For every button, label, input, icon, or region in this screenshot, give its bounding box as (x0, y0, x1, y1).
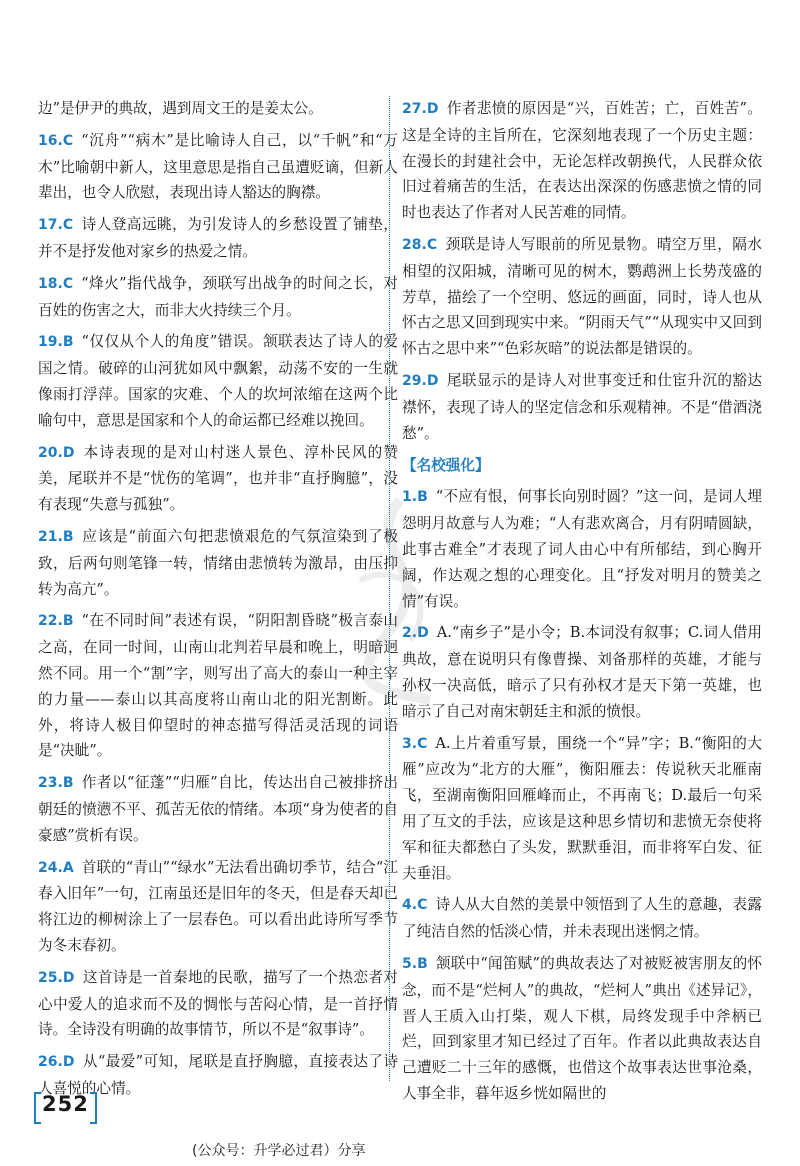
question-number: 4. (402, 897, 418, 914)
question-number: 5. (402, 955, 418, 972)
question-number: 1. (402, 489, 418, 506)
question-number: 27. (402, 101, 427, 117)
explanation-text: 边”是伊尹的典故，遇到周文王的是姜太公。 (38, 100, 323, 117)
answer-letter: B (62, 775, 74, 792)
explanation-text: 颈联是诗人写眼前的所见景物。晴空万里，隔水相望的汉阳城，清晰可见的树木，鹦鹉洲上长势茂盛的芳草，描绘了一个空明、悠远的画面，同时，诗人也从怀古之思又回到现实中来。“阴雨天气”“从现实中又回到怀古之思中来”“色彩灰暗”的说法都是错误的。 (402, 235, 762, 358)
answer-letter: B (62, 528, 74, 545)
explanation-text: 诗人登高远眺，为引发诗人的乡愁设置了铺垫，并不是抒发他对家乡的热爱之情。 (38, 216, 398, 260)
question-number: 24. (38, 859, 63, 876)
answer-letter: B (62, 334, 74, 351)
question-number: 21. (38, 528, 63, 545)
answer-item (402, 368, 762, 446)
footer-note: (公众号：升学必过君）分享 (192, 1143, 366, 1159)
question-number: 26. (38, 1054, 63, 1071)
question-number: 17. (38, 217, 63, 234)
answer-item (402, 951, 762, 1107)
question-number: 20. (38, 444, 63, 461)
section-title: 【名校强化】 (402, 457, 490, 475)
explanation-text: 作者悲愤的原因是“兴，百姓苦；亡，百姓苦”。这是全诗的主旨所在，它深刻地表现了一个历史主题：在漫长的封建社会中，无论怎样改朝换代，人民群众依旧过着痛苦的生活，在表达出深深的伤感悲愤之情的同时也表达了作者对人民苦难的同情。 (402, 100, 762, 222)
explanation-text: A.上片着重写景，围绕一个“异”字；B.“衡阳的大雁”应改为“北方的大雁”，衡阳雁去：传说秋天北雁南飞，至湖南衡阳回雁峰而止，不再南飞；D.最后一句采用了互文的手法，应该是这种思乡情切和悲愤无奈使将军和征夫都愁白了头发，默默垂泪，而非将军白发、征夫垂泪。 (402, 734, 762, 882)
explanation-text: 从“最爱”可知，尾联是直抒胸臆，直接表达了诗人喜悦的心情。 (38, 1053, 398, 1097)
explanation-text: 作者以“征蓬”“归雁”自比，传达出自己被排挤出朝廷的愤懑不平、孤苦无依的情绪。本项“身为使者的自豪感”赏析有误。 (38, 774, 398, 844)
answer-letter: D (62, 1054, 75, 1071)
right-column-answers-part1 (402, 96, 762, 446)
answer-letter: B (417, 489, 428, 506)
question-number: 19. (38, 334, 63, 351)
answer-letter: A (62, 859, 74, 876)
explanation-text: “在不同时间”表述有误，“阴阳割昏晓”极言泰山之高，在同一时间，山南山北判若早晨和晚上，明暗迥然不同。用一个“割”字，则写出了高大的泰山一种主宰的力量——泰山以其高度将山南山北的阳光割断。此外，将诗人极目仰望时的神态描写得活灵活现的词语是“决眦”。 (38, 612, 398, 760)
question-number: 2. (402, 625, 418, 642)
answer-letter: C (426, 236, 438, 253)
answer-item (38, 212, 398, 265)
answer-item (402, 96, 762, 226)
explanation-text: 首联的“青山”“绿水”无法看出确切季节，结合“江春入旧年”一句，江南虽还是旧年的冬天，但是春天却已将江边的柳树涂上了一层春色。可以看出此诗所写季节为冬末春初。 (38, 858, 398, 954)
explanation-text: 颔联中“闻笛赋”的典故表达了对被贬被害朋友的怀念，而不是“烂柯人”的典故，“烂柯人”典出《述异记》，晋人王质入山打柴，观人下棋，局终发现手中斧柄已烂，回到家里才知已经过了百年。作者以此典故表达自己遭贬二十三年的感慨，也借这个故事表达世事沧桑，人事全非，暮年返乡恍如隔世的 (402, 954, 762, 1102)
answer-letter: B (417, 955, 428, 972)
question-number: 18. (38, 275, 63, 292)
answer-letter: C (417, 897, 428, 914)
page-number: 252 (38, 1092, 93, 1116)
answer-letter: C (62, 275, 74, 292)
answer-letter: C (62, 217, 74, 234)
answer-item (402, 731, 762, 887)
answer-item (38, 128, 398, 206)
answer-item (402, 232, 762, 362)
answer-letter: D (62, 444, 75, 461)
question-number: 23. (38, 775, 63, 792)
answer-letter: D (426, 101, 439, 117)
answer-item (38, 96, 398, 122)
explanation-text: “沉舟”“病木”是比喻诗人自己，以“千帆”和“万木”比喻朝中新人，这里意思是指自己虽遭贬谪，但新人辈出，也令人欣慰，表现出诗人豁达的胸襟。 (38, 131, 398, 202)
answer-item (38, 770, 398, 848)
question-number: 16. (38, 132, 63, 149)
answer-letter: D (417, 625, 429, 642)
explanation-text: 应该是“前面六句把悲愤艰危的气氛渲染到了极致，后两句则笔锋一转，情绪由悲愤转为激昂，由压抑转为高亢”。 (38, 527, 398, 598)
answer-item (38, 965, 398, 1043)
question-number: 28. (402, 236, 427, 253)
answer-item (38, 855, 398, 959)
answer-letter: C (417, 735, 428, 752)
question-number: 3. (402, 735, 418, 752)
answer-item (402, 892, 762, 945)
question-number: 25. (38, 969, 63, 986)
explanation-text: “仅仅从个人的角度”错误。颔联表达了诗人的爱国之情。破碎的山河犹如风中飘絮，动荡不安的一生就像雨打浮萍。国家的灾难、个人的坎坷浓缩在这两个比喻句中，意思是国家和个人的命运都已经难以挽回。 (38, 333, 398, 429)
explanation-text: 这首诗是一首秦地的民歌，描写了一个热恋者对心中爱人的追求而不及的惆怅与苦闷心情，是一首抒情诗。全诗没有明确的故事情节，所以不是“叙事诗”。 (38, 968, 398, 1039)
question-number: 22. (38, 613, 63, 630)
question-number: 29. (402, 372, 427, 389)
answer-letter: C (62, 132, 74, 149)
explanation-text: 尾联显示的是诗人对世事变迁和仕宦升沉的豁达襟怀，表现了诗人的坚定信念和乐观精神。不是“借酒浇愁”。 (402, 371, 762, 442)
explanation-text: 诗人从大自然的美景中领悟到了人生的意趣，表露了纯洁自然的恬淡心情，并未表现出迷惘之情。 (402, 896, 762, 941)
explanation-text: A.“南乡子”是小令；B.本词没有叙事；C.词人借用典故，意在说明只有像曹操、刘备那样的英雄，才能与孙权一决高低，暗示了只有孙权才是天下第一英雄，也暗示了自己对南宋朝廷主和派的愤恨。 (402, 624, 762, 720)
explanation-text: 本诗表现的是对山村迷人景色、淳朴民风的赞美，尾联并不是“忧伤的笔调”，也并非“直抒胸臆”，没有表现“失意与孤独”。 (38, 443, 398, 514)
answer-item (38, 329, 398, 433)
answer-letter: D (426, 372, 439, 389)
explanation-text: “烽火”指代战争，颈联写出战争的时间之长，对百姓的伤害之大，而非大火持续三个月。 (38, 274, 398, 319)
explanation-text: “不应有恨，何事长向别时圆？”这一问，是词人埋怨明月故意与人为难；“人有悲欢离合，月有阴晴圆缺，此事古难全”才表现了词人由心中有所郁结，到心胸开阔，作达观之想的心理变化。且“抒发对明月的赞美之情”有误。 (402, 488, 762, 610)
answer-item (38, 271, 398, 324)
watermark-logo-icon (320, 490, 480, 710)
answer-letter: D (62, 969, 75, 986)
answer-letter: B (62, 613, 74, 630)
